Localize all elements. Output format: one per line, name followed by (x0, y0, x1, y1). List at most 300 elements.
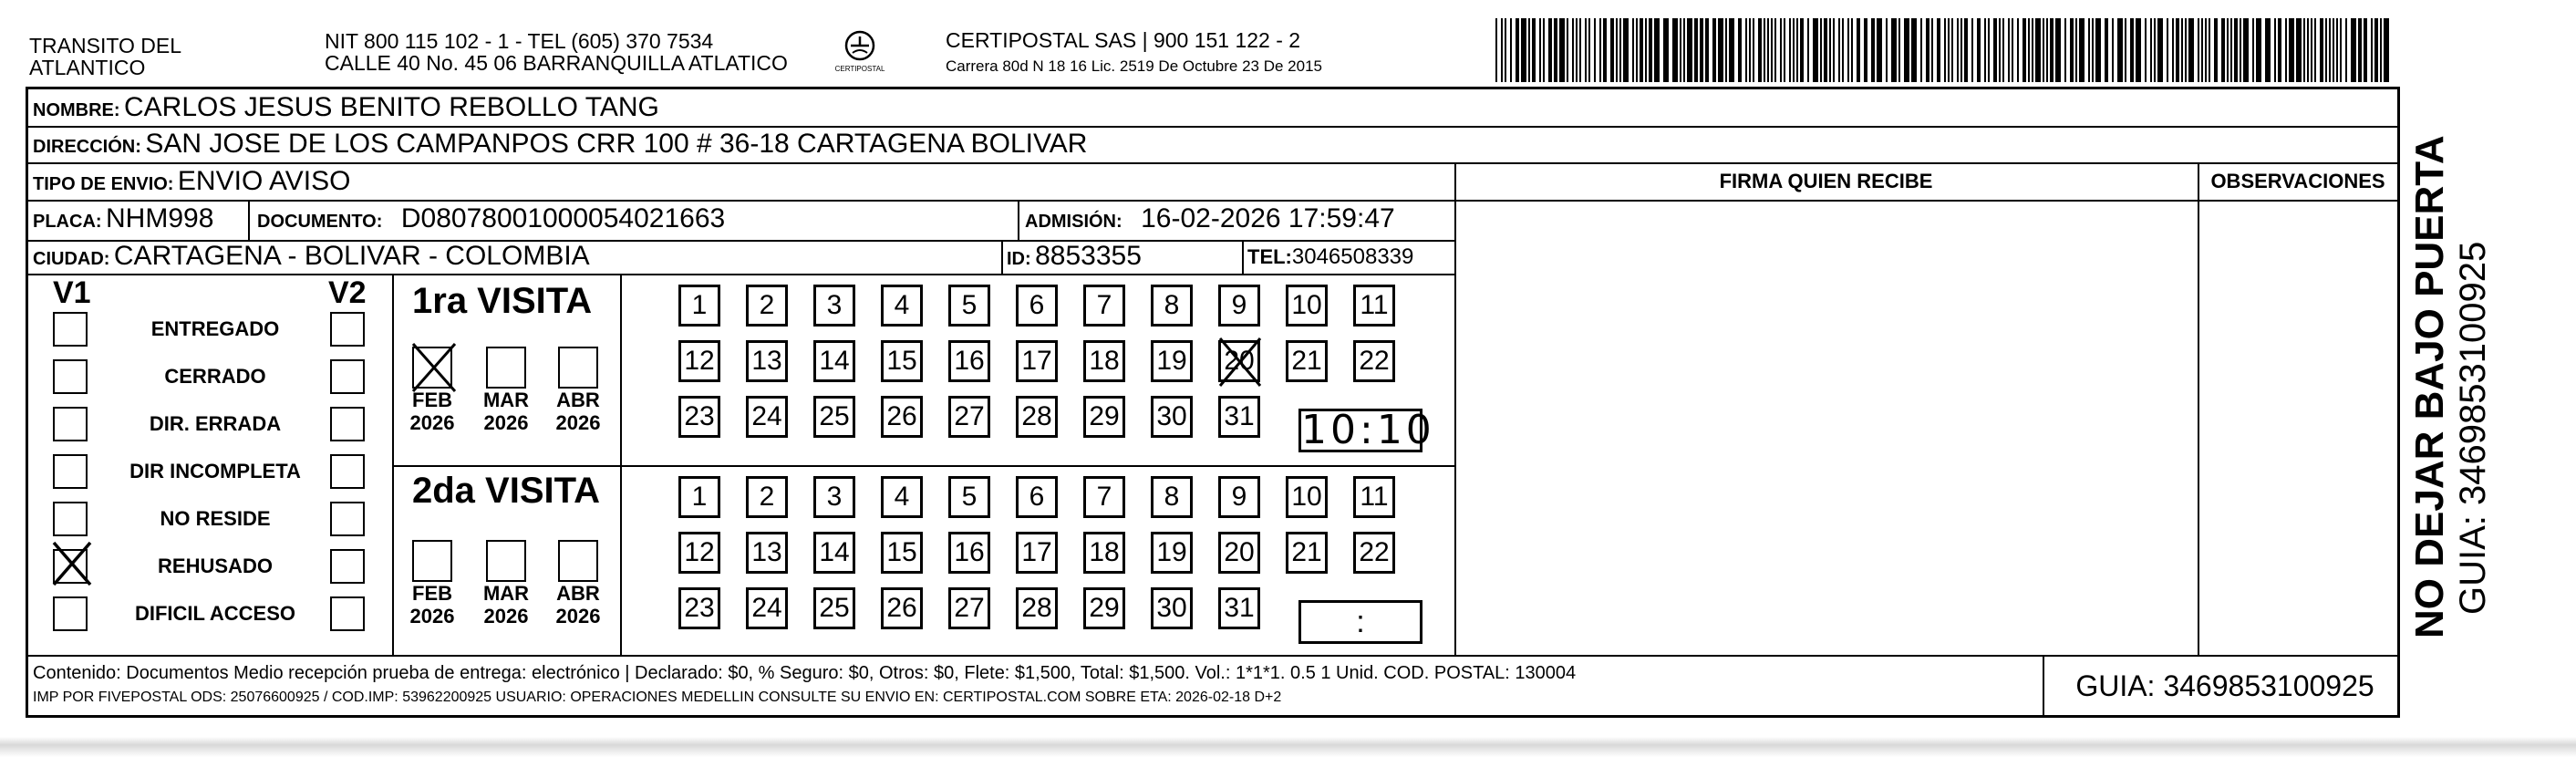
barcode-bar (2234, 18, 2238, 82)
day-checkbox[interactable] (1083, 532, 1125, 574)
day-number: 29 (1089, 401, 1120, 431)
day-checkbox[interactable] (1286, 285, 1328, 327)
day-number: 20 (1224, 346, 1255, 376)
day-checkbox[interactable] (1218, 285, 1260, 327)
barcode-bar (1501, 18, 1503, 82)
first-visit-title: 1ra VISITA (412, 281, 593, 321)
day-number: 13 (751, 537, 782, 567)
month-label (477, 582, 535, 627)
day-checkbox[interactable] (948, 587, 990, 629)
day-checkbox[interactable] (1218, 476, 1260, 518)
v2-checkbox[interactable] (330, 502, 365, 536)
ciudad-row (33, 241, 590, 272)
barcode-bar (2028, 18, 2030, 82)
day-checkbox[interactable] (1151, 476, 1193, 518)
barcode-bar (1663, 18, 1669, 82)
day-checkbox[interactable] (1083, 396, 1125, 438)
barcode-bar (2032, 18, 2033, 82)
day-number: 13 (751, 346, 782, 376)
day-number: 2 (759, 290, 775, 320)
month-checkbox[interactable] (558, 540, 598, 582)
divider (26, 274, 1454, 275)
barcode-bar (1725, 18, 1727, 82)
day-checkbox[interactable] (746, 587, 788, 629)
id-label: ID: (1007, 249, 1031, 269)
day-number: 18 (1089, 346, 1120, 376)
day-number: 15 (886, 537, 917, 567)
barcode-bar (1636, 18, 1638, 82)
v1-checkbox[interactable] (53, 502, 88, 536)
day-checkbox[interactable] (813, 476, 855, 518)
barcode-bar (1594, 18, 1596, 82)
day-number: 28 (1021, 401, 1052, 431)
day-number: 16 (954, 537, 985, 567)
barcode-bar (2230, 18, 2232, 82)
day-checkbox[interactable] (813, 532, 855, 574)
barcode-bar (1957, 18, 1959, 82)
barcode-bar (2172, 18, 2174, 82)
day-checkbox[interactable] (678, 532, 720, 574)
barcode-bar (2167, 18, 2168, 82)
barcode-bar (2185, 18, 2187, 82)
day-checkbox[interactable] (1286, 476, 1328, 518)
divider (26, 126, 2400, 128)
barcode-bar (2046, 18, 2048, 82)
second-visit-time[interactable]: : (1298, 600, 1422, 644)
v2-checkbox[interactable] (330, 596, 365, 631)
barcode-bar (2075, 18, 2077, 82)
day-checkbox[interactable] (1016, 476, 1058, 518)
day-checkbox[interactable] (678, 396, 720, 438)
barcode-bar (1842, 18, 1844, 82)
address-line: CALLE 40 No. 45 06 BARRANQUILLA ATLATICO (325, 51, 788, 75)
day-number: 25 (819, 593, 850, 623)
barcode-bar (1886, 18, 1888, 82)
day-checkbox[interactable] (813, 396, 855, 438)
barcode-bar (1729, 18, 1734, 82)
day-number: 14 (819, 537, 850, 567)
barcode-bar (2256, 18, 2261, 82)
barcode-bar (1951, 18, 1953, 82)
barcode-bar (1718, 18, 1723, 82)
day-checkbox[interactable] (1353, 532, 1395, 574)
barcode-bar (2023, 18, 2026, 82)
day-number: 7 (1096, 482, 1112, 512)
day-checkbox[interactable] (678, 340, 720, 382)
barcode-bar (1864, 18, 1867, 82)
v2-checkbox[interactable] (330, 407, 365, 441)
barcode-bar (2221, 18, 2225, 82)
barcode-bar (1851, 18, 1853, 82)
day-number: 11 (1360, 290, 1389, 320)
day-number: 24 (751, 593, 782, 623)
v1-checkbox[interactable] (53, 596, 88, 631)
barcode-bar (1993, 18, 1997, 82)
v2-checkbox[interactable] (330, 359, 365, 394)
day-number: 10 (1291, 290, 1322, 320)
day-checkbox[interactable] (813, 340, 855, 382)
observaciones-label: OBSERVACIONES (2210, 170, 2385, 192)
day-checkbox[interactable] (881, 476, 923, 518)
day-checkbox[interactable] (1016, 285, 1058, 327)
month-name: MAR (482, 582, 530, 605)
courier-line: CERTIPOSTAL SAS | 900 151 122 - 2 (946, 28, 1301, 52)
barcode-bar (2345, 18, 2347, 82)
barcode-bar (1505, 18, 1506, 82)
divider (1018, 200, 1019, 240)
barcode-bar (1829, 18, 1831, 82)
barcode-bar (1610, 18, 1614, 82)
barcode-bar (1712, 18, 1716, 82)
barcode-bar (1898, 18, 1900, 82)
day-number: 26 (886, 593, 917, 623)
day-number: 30 (1156, 401, 1187, 431)
v1-checkbox[interactable] (53, 359, 88, 394)
day-checkbox[interactable] (1083, 476, 1125, 518)
direccion-label: DIRECCIÓN: (33, 137, 141, 157)
barcode-bar (1857, 18, 1860, 82)
day-checkbox[interactable] (948, 285, 990, 327)
day-number: 17 (1021, 537, 1052, 567)
barcode-bar (1539, 18, 1541, 82)
month-year: 2026 (483, 605, 529, 627)
placa-value: NHM998 (106, 203, 214, 233)
barcode-bar (1632, 18, 1634, 82)
day-checkbox[interactable] (1016, 340, 1058, 382)
day-checkbox[interactable] (1218, 340, 1260, 382)
day-checkbox[interactable] (746, 532, 788, 574)
day-number: 8 (1164, 290, 1180, 320)
day-checkbox[interactable] (678, 587, 720, 629)
day-number: 7 (1096, 290, 1112, 320)
barcode-bar (2181, 18, 2183, 82)
month-year: 2026 (409, 605, 455, 627)
barcode-bar (2095, 18, 2101, 82)
day-checkbox[interactable] (948, 340, 990, 382)
nombre-row (33, 92, 659, 123)
company-info (325, 30, 835, 74)
day-checkbox[interactable] (813, 587, 855, 629)
barcode-bar (1548, 18, 1552, 82)
day-number: 30 (1156, 593, 1187, 623)
barcode-bar (1640, 18, 1643, 82)
barcode-bar (2079, 18, 2085, 82)
barcode-bar (1654, 18, 1660, 82)
divider (26, 200, 1454, 202)
nombre-label: NOMBRE: (33, 100, 120, 120)
day-checkbox[interactable] (948, 396, 990, 438)
side-guia: GUIA: 3469853100925 (2453, 241, 2493, 615)
day-number: 29 (1089, 593, 1120, 623)
barcode-bar (2092, 18, 2094, 82)
barcode-bar (2017, 18, 2019, 82)
documento-row (257, 203, 725, 234)
day-checkbox[interactable] (1151, 340, 1193, 382)
day-checkbox[interactable] (1151, 587, 1193, 629)
day-number: 26 (886, 401, 917, 431)
day-checkbox[interactable] (746, 476, 788, 518)
month-checkbox[interactable] (412, 540, 452, 582)
barcode-bar (1749, 18, 1751, 82)
day-number: 19 (1156, 346, 1187, 376)
day-number: 22 (1359, 346, 1390, 376)
barcode-bar (2150, 18, 2152, 82)
barcode-bar (2252, 18, 2254, 82)
day-checkbox[interactable] (881, 532, 923, 574)
v2-checkbox[interactable] (330, 454, 365, 489)
barcode-bar (1645, 18, 1647, 82)
barcode-bar (2205, 18, 2207, 82)
barcode-bar (1767, 18, 1769, 82)
day-checkbox[interactable] (678, 476, 720, 518)
v1-checkbox[interactable] (53, 312, 88, 347)
barcode-bar (1616, 18, 1618, 82)
barcode-bar (1833, 18, 1835, 82)
barcode (1495, 18, 2394, 82)
barcode-bar (1793, 18, 1795, 82)
barcode-bar (1705, 18, 1709, 82)
scan-edge (0, 737, 2576, 757)
barcode-bar (1567, 18, 1568, 82)
day-number: 4 (894, 290, 910, 320)
day-checkbox[interactable] (1016, 532, 1058, 574)
barcode-bar (1977, 18, 1981, 82)
day-checkbox[interactable] (1286, 340, 1328, 382)
month-checkbox[interactable] (486, 540, 526, 582)
day-number: 17 (1021, 346, 1052, 376)
barcode-bar (2380, 18, 2382, 82)
barcode-bar (1824, 18, 1827, 82)
day-checkbox[interactable] (1353, 285, 1395, 327)
v2-checkbox[interactable] (330, 312, 365, 347)
divider (392, 274, 394, 655)
day-checkbox[interactable] (746, 396, 788, 438)
barcode-bar (2358, 18, 2362, 82)
day-checkbox[interactable] (1151, 285, 1193, 327)
direccion-value: SAN JOSE DE LOS CAMPANPOS CRR 100 # 36-18 CARTAGENA BOLIVAR (145, 129, 1088, 159)
barcode-bar (1813, 18, 1818, 82)
day-checkbox[interactable] (746, 340, 788, 382)
barcode-bar (1700, 18, 1703, 82)
month-name: ABR (556, 389, 600, 411)
barcode-bar (2198, 18, 2199, 82)
day-checkbox[interactable] (1218, 532, 1260, 574)
day-number: 9 (1231, 290, 1247, 320)
x-mark-icon (1217, 336, 1263, 399)
barcode-bar (1960, 18, 1962, 82)
day-number: 27 (954, 401, 985, 431)
day-checkbox[interactable] (881, 587, 923, 629)
divider (26, 162, 2400, 164)
barcode-bar (2130, 18, 2134, 82)
day-number: 1 (691, 290, 708, 320)
barcode-bar (1971, 18, 1973, 82)
barcode-bar (2364, 18, 2367, 82)
barcode-bar (2384, 18, 2389, 82)
barcode-bar (2176, 18, 2179, 82)
status-option-label: DIR INCOMPLETA (129, 460, 301, 482)
v2-checkbox[interactable] (330, 549, 365, 584)
barcode-bar (2243, 18, 2249, 82)
day-checkbox[interactable] (948, 476, 990, 518)
barcode-bar (2070, 18, 2074, 82)
day-checkbox[interactable] (1353, 476, 1395, 518)
barcode-bar (2307, 18, 2309, 82)
barcode-bar (2325, 18, 2327, 82)
day-number: 21 (1291, 537, 1322, 567)
barcode-bar (1516, 18, 1519, 82)
imp-text: IMP POR FIVEPOSTAL ODS: 25076600925 / COD.IMP: 53962200925 USUARIO: OPERACIONES MEDELLIN CONSULTE SU ENVIO EN: CERTIPOSTAL.COM SOBRE ETA: 2026-02-18 D+2 (33, 690, 1282, 705)
day-number: 10 (1291, 482, 1322, 512)
barcode-bar (1999, 18, 2001, 82)
month-year: 2026 (555, 411, 601, 434)
day-number: 24 (751, 401, 782, 431)
day-number: 15 (886, 346, 917, 376)
barcode-bar (2320, 18, 2323, 82)
day-checkbox[interactable] (881, 340, 923, 382)
day-checkbox[interactable] (1016, 587, 1058, 629)
barcode-bar (1984, 18, 1986, 82)
day-checkbox[interactable] (881, 396, 923, 438)
day-number: 18 (1089, 537, 1120, 567)
barcode-bar (2105, 18, 2108, 82)
day-number: 16 (954, 346, 985, 376)
barcode-bar (2008, 18, 2010, 82)
barcode-bar (1789, 18, 1791, 82)
day-number: 9 (1231, 482, 1247, 512)
v1-checkbox[interactable] (53, 407, 88, 441)
barcode-bar (1619, 18, 1621, 82)
barcode-bar (2188, 18, 2194, 82)
barcode-bar (1559, 18, 1565, 82)
barcode-bar (1585, 18, 1587, 82)
barcode-bar (2333, 18, 2334, 82)
day-checkbox[interactable] (881, 285, 923, 327)
barcode-bar (1926, 18, 1929, 82)
day-number: 14 (819, 346, 850, 376)
day-number: 5 (961, 290, 978, 320)
month-name: ABR (556, 582, 600, 605)
day-checkbox[interactable] (813, 285, 855, 327)
barcode-bar (2329, 18, 2331, 82)
barcode-bar (1904, 18, 1909, 82)
divider (1454, 200, 2400, 202)
second-visit-title: 2da VISITA (412, 471, 600, 511)
day-checkbox[interactable] (1083, 285, 1125, 327)
barcode-bar (2351, 18, 2356, 82)
barcode-bar (1753, 18, 1754, 82)
day-number: 25 (819, 401, 850, 431)
barcode-bar (1572, 18, 1574, 82)
day-number: 6 (1029, 290, 1045, 320)
month-checkbox[interactable] (412, 347, 452, 389)
day-checkbox[interactable] (746, 285, 788, 327)
barcode-bar (1988, 18, 1990, 82)
tel-row (1247, 244, 1413, 270)
day-checkbox[interactable] (1083, 587, 1125, 629)
day-checkbox[interactable] (1286, 532, 1328, 574)
first-visit-time[interactable]: 10:10 (1298, 409, 1422, 452)
contenido-text: Contenido: Documentos Medio recepción prueba de entrega: electrónico | Declarado: $0, % Seguro: $0, Otros: $0, Flete: $1,500, Total: $1,500. Vol.: 1*1*1. 0.5 1 Unid. COD. POSTAL: 130004 (33, 663, 1577, 683)
barcode-bar (2157, 18, 2163, 82)
barcode-bar (1554, 18, 1557, 82)
barcode-bar (1680, 18, 1681, 82)
divider (2198, 162, 2199, 655)
day-checkbox[interactable] (948, 532, 990, 574)
x-mark-icon (51, 540, 93, 592)
nombre-value: CARLOS JESUS BENITO REBOLLO TANG (124, 92, 659, 122)
day-checkbox[interactable] (678, 285, 720, 327)
day-checkbox[interactable] (1151, 396, 1193, 438)
barcode-bar (2214, 18, 2218, 82)
day-number: 2 (759, 482, 775, 512)
id-row (1007, 241, 1142, 272)
v1-label: V1 (53, 275, 91, 310)
barcode-bar (1687, 18, 1692, 82)
barcode-bar (1920, 18, 1922, 82)
barcode-bar (1521, 18, 1526, 82)
barcode-bar (1784, 18, 1785, 82)
month-name: FEB (412, 582, 452, 605)
barcode-bar (2035, 18, 2041, 82)
barcode-bar (1495, 18, 1497, 82)
barcode-bar (2374, 18, 2378, 82)
month-checkbox[interactable] (558, 347, 598, 389)
day-number: 19 (1156, 537, 1187, 567)
v1-checkbox[interactable] (53, 454, 88, 489)
barcode-bar (2336, 18, 2338, 82)
day-number: 27 (954, 593, 985, 623)
barcode-bar (2289, 18, 2294, 82)
status-option-label: CERRADO (164, 365, 266, 388)
day-checkbox[interactable] (1151, 532, 1193, 574)
barcode-bar (1576, 18, 1578, 82)
barcode-bar (2278, 18, 2281, 82)
day-checkbox[interactable] (1218, 587, 1260, 629)
day-checkbox[interactable] (1353, 340, 1395, 382)
barcode-bar (1771, 18, 1773, 82)
barcode-bar (1937, 18, 1940, 82)
month-label (477, 389, 535, 434)
barcode-bar (2340, 18, 2342, 82)
barcode-bar (1948, 18, 1950, 82)
barcode-bar (1579, 18, 1581, 82)
barcode-bar (1764, 18, 1765, 82)
barcode-bar (2201, 18, 2203, 82)
v1-checkbox[interactable] (53, 549, 88, 584)
divider (1001, 240, 1003, 274)
barcode-bar (1964, 18, 1968, 82)
day-checkbox[interactable] (1218, 396, 1260, 438)
month-name: MAR (482, 389, 530, 411)
barcode-bar (1649, 18, 1652, 82)
barcode-bar (1738, 18, 1742, 82)
barcode-bar (2285, 18, 2287, 82)
day-number: 23 (684, 401, 715, 431)
barcode-bar (2002, 18, 2004, 82)
month-year: 2026 (483, 411, 529, 434)
status-option-label: NO RESIDE (160, 507, 271, 530)
barcode-bar (1891, 18, 1897, 82)
barcode-bar (2125, 18, 2126, 82)
barcode-bar (2296, 18, 2302, 82)
day-number: 11 (1360, 482, 1389, 512)
day-checkbox[interactable] (1083, 340, 1125, 382)
divider (248, 200, 250, 240)
barcode-bar (1931, 18, 1933, 82)
day-checkbox[interactable] (1016, 396, 1058, 438)
month-checkbox[interactable] (486, 347, 526, 389)
